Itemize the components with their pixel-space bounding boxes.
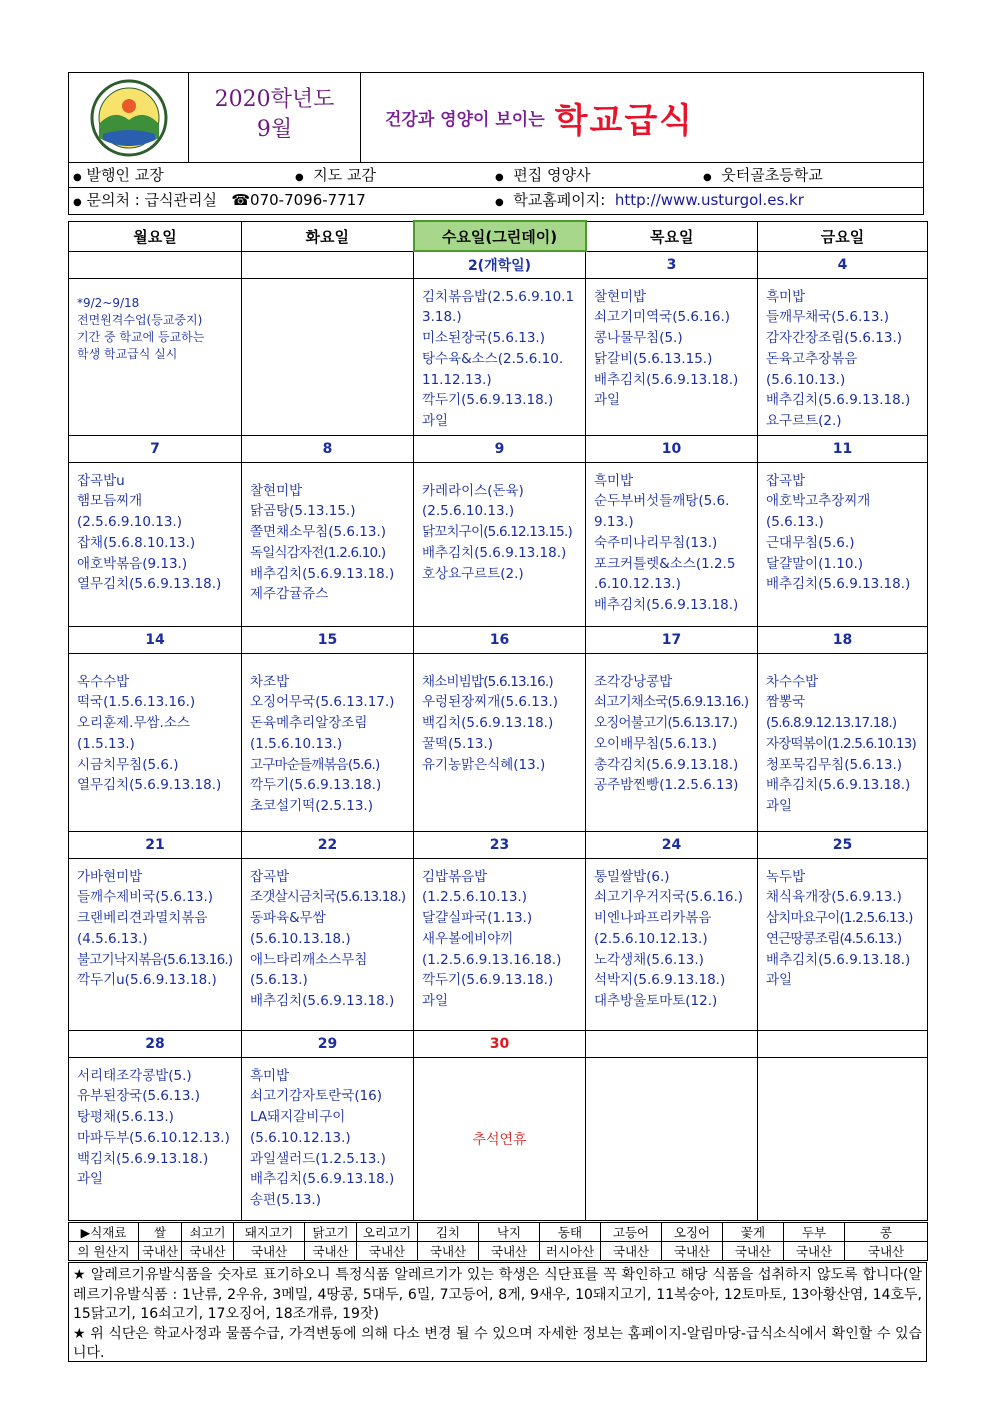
date-cell	[586, 1030, 758, 1057]
menu-cell	[758, 278, 928, 435]
origin-label: ▶식재료	[69, 1223, 139, 1242]
bullet-icon: ●	[703, 172, 712, 183]
newsletter-header	[68, 72, 924, 215]
menu-item: 유기농맑은식혜(13.)	[422, 756, 546, 773]
menu-item: 차수수밥	[766, 673, 819, 690]
banner-title: 학교급식	[554, 101, 695, 141]
menu-item: 찰현미밥	[250, 482, 303, 499]
weekday-header: 화요일	[242, 221, 414, 251]
menu-list	[758, 859, 927, 992]
menu-item: 배추김치(5.6.9.13.18.)	[250, 565, 395, 582]
menu-list	[414, 463, 585, 585]
menu-row	[69, 462, 928, 626]
menu-item: 삼치마요구이(1.2.5.6.13.)	[766, 910, 913, 927]
menu-list	[242, 463, 413, 606]
menu-item: 찰현미밥	[594, 288, 647, 305]
origin-source: 국내산	[305, 1242, 357, 1261]
menu-item: 쇠고기미역국(5.6.16.)	[594, 309, 731, 326]
origin-item: 콩	[845, 1223, 928, 1242]
note-line: 기간 중 학교에 등교하는	[77, 329, 205, 344]
menu-item: (5.6.10.13.)	[766, 371, 846, 388]
homepage-link[interactable]: http://www.usturgol.es.kr	[614, 191, 804, 209]
menu-item: 깍두기(5.6.9.13.18.)	[250, 777, 382, 794]
origin-source: 국내산	[234, 1242, 305, 1261]
origin-item: 두부	[784, 1223, 845, 1242]
menu-row	[69, 653, 928, 831]
menu-item: 대추방울토마토(12.)	[594, 993, 718, 1010]
menu-item: 배추김치(5.6.9.13.18.)	[766, 951, 911, 968]
menu-item: (1.5.6.10.13.)	[250, 735, 343, 752]
menu-item: 닭갈비(5.6.13.15.)	[594, 350, 713, 367]
menu-item: 배추김치(5.6.9.13.18.)	[766, 777, 911, 794]
date-cell: 9	[414, 435, 586, 462]
menu-item: 감자간장조림(5.6.13.)	[766, 330, 903, 347]
menu-row	[69, 278, 928, 435]
menu-cell	[69, 1057, 242, 1220]
menu-item: 닭꼬치구이(5.6.12.13.15.)	[422, 524, 572, 541]
origin-source: 국내산	[357, 1242, 418, 1261]
menu-list	[69, 654, 241, 797]
menu-item: 깍두기(5.6.9.13.18.)	[422, 392, 554, 409]
menu-item: .6.10.12.13.)	[594, 576, 681, 593]
origin-item: 쌀	[139, 1223, 182, 1242]
menu-item: 11.12.13.)	[422, 371, 492, 388]
origin-item: 동태	[540, 1223, 601, 1242]
menu-item: 석박지(5.6.9.13.18.)	[594, 972, 726, 989]
date-cell: 22	[242, 831, 414, 858]
menu-item: 햄모듬찌개	[77, 493, 143, 510]
menu-item: 배추김치(5.6.9.13.18.)	[250, 993, 395, 1010]
menu-list	[758, 654, 927, 818]
origin-source: 러시아산	[540, 1242, 601, 1261]
banner-subtitle: 건강과 영양이 보이는	[385, 110, 545, 130]
menu-item: 독일식감자전(1.2.6.10.)	[250, 544, 386, 561]
year-month-title	[189, 73, 361, 162]
menu-item: 9.13.)	[594, 514, 634, 531]
menu-list	[586, 279, 757, 412]
origin-item: 쇠고기	[182, 1223, 234, 1242]
date-cell: 18	[758, 626, 928, 653]
menu-cell	[586, 278, 758, 435]
menu-item: 백김치(5.6.9.13.18.)	[422, 715, 554, 732]
origin-source: 국내산	[418, 1242, 479, 1261]
menu-item: 잡곡밥	[766, 472, 806, 489]
menu-item: 청포묵김무침(5.6.13.)	[766, 756, 903, 773]
menu-item: 근대무침(5.6.)	[766, 534, 855, 551]
menu-item: (1.5.13.)	[77, 735, 135, 752]
menu-item: 시금치무침(5.6.)	[77, 756, 179, 773]
menu-list	[69, 859, 241, 992]
date-row	[69, 626, 928, 653]
menu-item: (4.5.6.13.)	[77, 930, 148, 947]
menu-item: 오이배무침(5.6.13.)	[594, 735, 717, 752]
date-cell: 14	[69, 626, 242, 653]
menu-cell	[242, 462, 414, 626]
menu-item: 잡곡밥u	[77, 472, 125, 489]
menu-cell	[69, 462, 242, 626]
origin-source: 국내산	[845, 1242, 928, 1261]
origin-label: 의 원산지	[69, 1242, 139, 1261]
menu-list	[586, 463, 757, 617]
date-cell-holiday: 30	[414, 1030, 586, 1057]
menu-item: 떡국(1.5.6.13.16.)	[77, 694, 196, 711]
editor-text: 편집 영양사	[513, 166, 591, 184]
menu-cell	[242, 1057, 414, 1220]
date-cell: 10	[586, 435, 758, 462]
menu-cell	[586, 1057, 758, 1220]
menu-item: 과일	[422, 413, 449, 430]
menu-item: (5.6.13.)	[250, 972, 308, 989]
origin-item: 낙지	[479, 1223, 540, 1242]
menu-item: 잡채(5.6.8.10.13.)	[77, 534, 196, 551]
menu-item: 채식육개장(5.6.9.13.)	[766, 889, 902, 906]
menu-item: (5.6.10.13.18.)	[250, 930, 351, 947]
origin-source: 국내산	[784, 1242, 845, 1261]
weekday-header: 금요일	[758, 221, 928, 251]
menu-item: 과일	[766, 798, 793, 815]
menu-item: 오리훈제.무쌈.소스	[77, 715, 190, 732]
publisher-text: 발행인 교장	[86, 166, 164, 184]
date-row	[69, 1030, 928, 1057]
bullet-icon: ●	[73, 172, 82, 183]
date-cell: 29	[242, 1030, 414, 1057]
allergy-note: ★ 알레르기유발식품을 숫자로 표기하오니 특정식품 알레르기가 있는 학생은 식단표를 꼭 확인하고 해당 식품을 섭취하지 않도록 합니다(알레르기유발식품 : 1난류, 2우유, 3메밀, 4땅콩, 5대두, 6밀, 7고등어, 8게, 9새우, 10돼지고기, 11복숭아, 12토마토, 13아황산염, 14호두, 15닭고기, 16쇠고기, 17오징어, 18조개류, 19잣)	[73, 1267, 922, 1322]
school-name: 웃터골초등학교	[721, 166, 823, 184]
date-cell: 21	[69, 831, 242, 858]
menu-item: 흑미밥	[766, 288, 806, 305]
menu-item: 과일	[422, 993, 449, 1010]
menu-item: (2.5.6.10.12.13.)	[594, 930, 708, 947]
date-cell: 28	[69, 1030, 242, 1057]
menu-item: 새우볼에비야끼	[422, 930, 514, 947]
menu-item: 제주감귤쥬스	[250, 586, 329, 603]
menu-item: 초코설기떡(2.5.13.)	[250, 798, 373, 815]
menu-item: (2.5.6.9.10.13.)	[77, 514, 182, 531]
menu-list	[414, 654, 585, 776]
menu-item: 과일	[77, 1171, 104, 1188]
menu-item: 쇠고기우거지국(5.6.16.)	[594, 889, 744, 906]
menu-item: (2.5.6.10.13.)	[422, 503, 515, 520]
date-row	[69, 251, 928, 278]
menu-item: 크랜베리견과멸치볶음	[77, 910, 208, 927]
menu-item: 탕평채(5.6.13.)	[77, 1109, 174, 1126]
menu-item: 불고기낙지볶음(5.6.13.16.)	[77, 951, 233, 968]
menu-item: 열무김치(5.6.9.13.18.)	[77, 777, 222, 794]
note-line: 전면원격수업(등교중지)	[77, 312, 203, 327]
menu-item: 오징어무국(5.6.13.17.)	[250, 694, 395, 711]
menu-item: 고구마순들깨볶음(5.6.)	[250, 756, 380, 773]
menu-cell	[69, 858, 242, 1030]
month-label: 9월	[256, 117, 293, 142]
menu-cell	[586, 653, 758, 831]
menu-item: 옥수수밥	[77, 673, 130, 690]
menu-item: 총각김치(5.6.9.13.18.)	[594, 756, 739, 773]
ingredient-origin-table	[68, 1222, 928, 1261]
menu-row	[69, 858, 928, 1030]
date-cell: 11	[758, 435, 928, 462]
weekday-header: 목요일	[586, 221, 758, 251]
date-row	[69, 831, 928, 858]
menu-item: 카레라이스(돈육)	[422, 482, 524, 499]
menu-item: 순두부버섯들깨탕(5.6.	[594, 493, 730, 510]
menu-item: 배추김치(5.6.9.13.18.)	[766, 576, 911, 593]
origin-source: 국내산	[182, 1242, 234, 1261]
menu-item: 조갯살시금치국(5.6.13.18.)	[250, 889, 406, 906]
note-line: *9/2~9/18	[77, 295, 140, 310]
remote-learning-note	[69, 279, 241, 363]
menu-item: 우렁된장찌개(5.6.13.)	[422, 694, 559, 711]
menu-item: 백김치(5.6.9.13.18.)	[77, 1150, 209, 1167]
origin-source: 국내산	[662, 1242, 723, 1261]
notes-box	[68, 1262, 927, 1362]
menu-cell	[414, 653, 586, 831]
menu-item: 마파두부(5.6.10.12.13.)	[77, 1129, 230, 1146]
menu-cell	[69, 278, 242, 435]
menu-item: 유부된장국(5.6.13.)	[77, 1088, 200, 1105]
menu-item: 차조밥	[250, 673, 290, 690]
menu-item: (5.6.13.)	[766, 514, 824, 531]
date-cell: 25	[758, 831, 928, 858]
menu-item: LA돼지갈비구이	[250, 1109, 346, 1126]
menu-item: 배추김치(5.6.9.13.18.)	[250, 1171, 395, 1188]
note-line: 학생 학교급식 실시	[77, 346, 178, 361]
origin-item: 오리고기	[357, 1223, 418, 1242]
menu-item: 과일	[766, 972, 793, 989]
origin-item: 오징어	[662, 1223, 723, 1242]
school-item	[703, 163, 823, 190]
bullet-icon: ●	[295, 172, 304, 183]
menu-item: 깍두기(5.6.9.13.18.)	[422, 972, 554, 989]
date-cell: 3	[586, 251, 758, 278]
menu-item: 가바현미밥	[77, 868, 143, 885]
menu-item: 배추김치(5.6.9.13.18.)	[594, 597, 739, 614]
menu-item: 애호박볶음(9.13.)	[77, 555, 188, 572]
menu-cell	[414, 858, 586, 1030]
date-cell: 16	[414, 626, 586, 653]
menu-item: 자장떡볶이(1.2.5.6.10.13)	[766, 735, 916, 752]
date-cell: 8	[242, 435, 414, 462]
menu-calendar	[68, 220, 928, 1221]
origin-item: 김치	[418, 1223, 479, 1242]
menu-item: 통밀쌀밥(6.)	[594, 868, 670, 885]
menu-item: 배추김치(5.6.9.13.18.)	[422, 544, 567, 561]
contact-text: 문의처 : 급식관리실	[86, 191, 218, 209]
menu-item: 돈육고추장볶음	[766, 350, 858, 367]
date-cell: 4	[758, 251, 928, 278]
origin-source: 국내산	[601, 1242, 662, 1261]
date-cell: 2(개학일)	[414, 251, 586, 278]
menu-item: 숙주미나리무침(13.)	[594, 534, 718, 551]
menu-item: 흑미밥	[250, 1067, 290, 1084]
menu-list	[69, 463, 241, 596]
menu-list	[586, 859, 757, 1013]
date-cell: 7	[69, 435, 242, 462]
info-row-contact	[69, 187, 923, 215]
origin-item: 돼지고기	[234, 1223, 305, 1242]
menu-item: 애느타리깨소스무침	[250, 951, 368, 968]
menu-item: 꿀떡(5.13.)	[422, 735, 493, 752]
menu-item: 쇠고기감자토란국(16)	[250, 1088, 383, 1105]
menu-item: 탕수육&소스(2.5.6.10.	[422, 350, 564, 367]
banner	[361, 73, 923, 162]
publisher-item	[73, 163, 164, 190]
date-cell	[242, 251, 414, 278]
menu-item: 과일	[594, 392, 621, 409]
menu-item: 조각강낭콩밥	[594, 673, 673, 690]
menu-item: 잡곡밥	[250, 868, 290, 885]
menu-cell	[586, 462, 758, 626]
change-note: ★ 위 식단은 학교사정과 물품수급, 가격변동에 의해 다소 변경 될 수 있으며 자세한 정보는 홈페이지-알림마당-급식소식에서 확인할 수 있습니다.	[73, 1325, 922, 1361]
menu-item: 흑미밥	[594, 472, 634, 489]
origin-item: 닭고기	[305, 1223, 357, 1242]
menu-item: 미소된장국(5.6.13.)	[422, 330, 545, 347]
menu-cell	[414, 462, 586, 626]
menu-item: 배추김치(5.6.9.13.18.)	[594, 371, 739, 388]
menu-list	[586, 654, 757, 797]
menu-item: 들깨무채국(5.6.13.)	[766, 309, 889, 326]
menu-item: 달걀실파국(1.13.)	[422, 910, 533, 927]
menu-item: 깍두기u(5.6.9.13.18.)	[77, 972, 217, 989]
school-logo-cell	[69, 73, 189, 162]
origin-source: 국내산	[479, 1242, 540, 1261]
menu-item: 포크커틀렛&소스(1.2.5	[594, 555, 736, 572]
menu-item: 열무김치(5.6.9.13.18.)	[77, 576, 222, 593]
menu-item: 돈육메추리알장조림	[250, 715, 368, 732]
menu-list	[242, 654, 413, 818]
menu-item: 동파육&무쌈	[250, 910, 326, 927]
menu-item: 오징어불고기(5.6.13.17.)	[594, 715, 738, 732]
menu-item: 녹두밥	[766, 868, 806, 885]
menu-cell	[758, 462, 928, 626]
menu-item: 콩나물무침(5.)	[594, 330, 683, 347]
menu-cell	[242, 653, 414, 831]
menu-item: 요구르트(2.)	[766, 413, 842, 430]
menu-item: 짬뽕국	[766, 694, 806, 711]
menu-item: (5.6.10.12.13.)	[250, 1129, 351, 1146]
origin-sources-row	[69, 1242, 928, 1261]
weekday-header-row	[69, 221, 928, 251]
menu-item: 송편(5.13.)	[250, 1192, 321, 1209]
supervisor-item	[295, 163, 376, 190]
menu-item: 애호박고추장찌개	[766, 493, 871, 510]
weekday-header-green-day: 수요일(그린데이)	[414, 221, 586, 251]
menu-item: 쫄면채소무침(5.6.13.)	[250, 524, 387, 541]
info-row-staff	[69, 162, 923, 187]
origin-source: 국내산	[723, 1242, 784, 1261]
phone-number: ☎070-7096-7717	[231, 191, 366, 209]
menu-list	[758, 463, 927, 596]
menu-item: 닭곰탕(5.13.15.)	[250, 503, 356, 520]
bullet-icon: ●	[495, 172, 504, 183]
school-year: 2020학년도	[214, 87, 335, 112]
menu-item: 김밥볶음밥	[422, 868, 488, 885]
date-cell	[758, 1030, 928, 1057]
school-emblem-icon	[89, 78, 169, 158]
menu-row	[69, 1057, 928, 1220]
menu-item: 배추김치(5.6.9.13.18.)	[766, 392, 911, 409]
menu-list	[414, 279, 585, 433]
contact-item	[73, 188, 366, 215]
menu-item: 3.18.)	[422, 309, 462, 326]
date-cell: 24	[586, 831, 758, 858]
date-cell: 23	[414, 831, 586, 858]
supervisor-text: 지도 교감	[313, 166, 377, 184]
menu-item: 공주밤찐빵(1.2.5.6.13)	[594, 777, 739, 794]
menu-cell	[242, 858, 414, 1030]
homepage-label: 학교홈페이지:	[513, 191, 606, 209]
menu-list	[69, 1058, 241, 1191]
menu-item: 채소비빔밥(5.6.13.16.)	[422, 673, 553, 690]
menu-item: 들깨수제비국(5.6.13.)	[77, 889, 214, 906]
menu-item: (1.2.5.6.10.13.)	[422, 889, 527, 906]
date-cell: 17	[586, 626, 758, 653]
date-cell	[69, 251, 242, 278]
menu-item: 비엔나파프리카볶음	[594, 910, 712, 927]
menu-item: 연근땅콩조림(4.5.6.13.)	[766, 930, 902, 947]
menu-item: 과일샐러드(1.2.5.13.)	[250, 1150, 386, 1167]
origin-item: 꽃게	[723, 1223, 784, 1242]
menu-item: 노각생채(5.6.13.)	[594, 951, 704, 968]
menu-cell	[758, 1057, 928, 1220]
menu-cell	[242, 278, 414, 435]
menu-cell	[69, 653, 242, 831]
origin-items-row	[69, 1223, 928, 1242]
date-row	[69, 435, 928, 462]
homepage-item	[495, 188, 804, 215]
editor-item	[495, 163, 591, 190]
origin-source: 국내산	[139, 1242, 182, 1261]
menu-list	[414, 859, 585, 1013]
menu-list	[242, 1058, 413, 1212]
menu-cell	[758, 858, 928, 1030]
menu-item: 달걀말이(1.10.)	[766, 555, 864, 572]
menu-cell	[586, 858, 758, 1030]
bullet-icon: ●	[73, 197, 82, 208]
menu-item: 서리태조각콩밥(5.)	[77, 1067, 192, 1084]
menu-item: 김치볶음밥(2.5.6.9.10.1	[422, 288, 575, 305]
holiday-cell: 추석연휴	[414, 1057, 586, 1220]
menu-item: (5.6.8.9.12.13.17.18.)	[766, 715, 897, 732]
menu-list	[758, 279, 927, 433]
menu-item: 쇠고기채소국(5.6.9.13.16.)	[594, 694, 749, 711]
menu-cell	[758, 653, 928, 831]
date-cell: 15	[242, 626, 414, 653]
menu-cell	[414, 278, 586, 435]
weekday-header: 월요일	[69, 221, 242, 251]
origin-item: 고등어	[601, 1223, 662, 1242]
menu-list	[242, 859, 413, 1013]
menu-item: 호상요구르트(2.)	[422, 565, 524, 582]
bullet-icon: ●	[495, 197, 504, 208]
menu-item: (1.2.5.6.9.13.16.18.)	[422, 951, 562, 968]
